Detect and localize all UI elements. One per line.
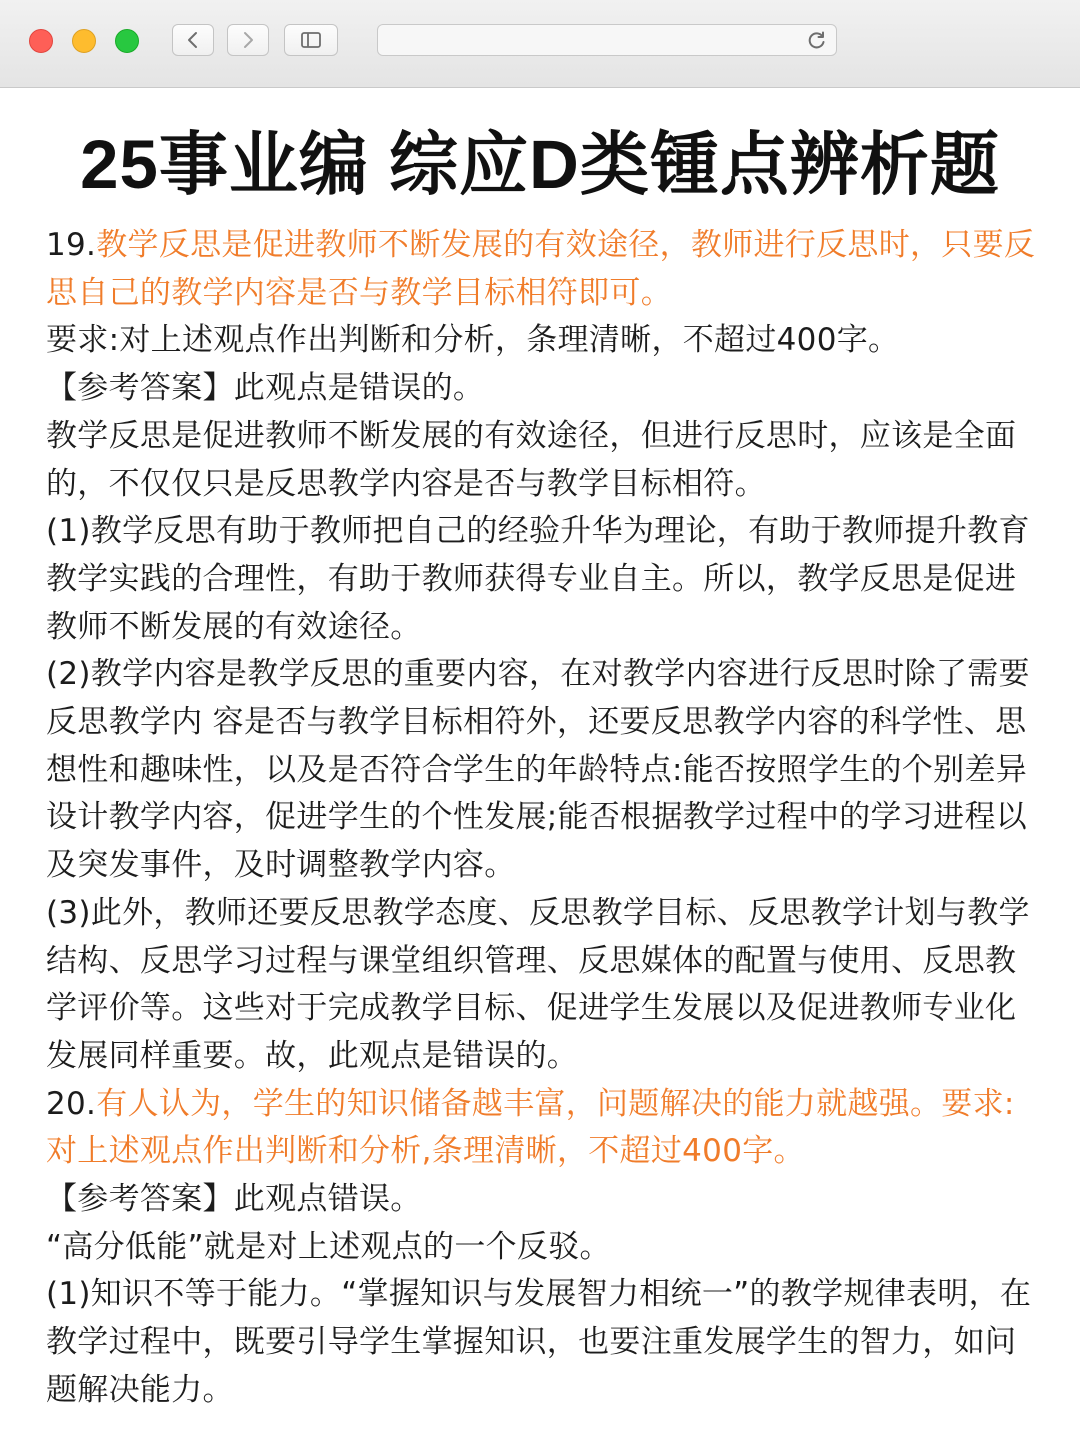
back-arrow-icon bbox=[186, 31, 200, 49]
forward-button[interactable] bbox=[227, 24, 269, 56]
question-number: 20. bbox=[46, 1085, 97, 1122]
sidebar-icon bbox=[301, 32, 321, 48]
question-text: 教学反思是促进教师不断发展的有效途径，教师进行反思时，只要反思自己的教学内容是否与教学目标相符即可。 bbox=[46, 227, 1036, 311]
reload-button[interactable] bbox=[806, 29, 828, 51]
article-body bbox=[46, 222, 1036, 1415]
answer-label: 【参考答案】此观点错误。 bbox=[46, 1181, 422, 1218]
question-19 bbox=[46, 222, 1036, 317]
close-window-button[interactable] bbox=[29, 29, 53, 53]
answer-paragraph: (2)教学内容是教学反思的重要内容，在对教学内容进行反思时除了需要反思教学内 容是否与教学目标相符外，还要反思教学内容的科学性、思想性和趣味性，以及是否符合学生的年龄特点:能否按照学生的个别差异设计教学内容，促进学生的个性发展;能否根据教学过程中的学习进程以及突发事件，及时调整教学内容。 bbox=[46, 656, 1030, 884]
address-bar[interactable] bbox=[377, 24, 837, 56]
zoom-window-button[interactable] bbox=[115, 29, 139, 53]
answer-paragraph: (1)知识不等于能力。“掌握知识与发展智力相统一”的教学规律表明，在教学过程中，既要引导学生掌握知识，也要注重发展学生的智力，如问题解决能力。 bbox=[46, 1276, 1032, 1408]
answer-paragraph: (3)此外，教师还要反思教学态度、反思教学目标、反思教学计划与教学结构、反思学习过程与课堂组织管理、反思媒体的配置与使用、反思教学评价等。这些对于完成教学目标、促进学生发展以及促进教师专业化发展同样重要。故，此观点是错误的。 bbox=[46, 894, 1030, 1074]
sidebar-toggle-button[interactable] bbox=[284, 24, 338, 56]
question-text: 有人认为，学生的知识储备越丰富，问题解决的能力就越强。要求:对上述观点作出判断和分析,条理清晰，不超过400字。 bbox=[46, 1085, 1015, 1170]
reload-icon bbox=[807, 30, 827, 50]
question-20 bbox=[46, 1081, 1036, 1176]
back-button[interactable] bbox=[172, 24, 214, 56]
page-title: 25事业编 综应D类锺点辨析题 bbox=[80, 126, 1000, 203]
minimize-window-button[interactable] bbox=[72, 29, 96, 53]
question-requirement: 要求:对上述观点作出判断和分析，条理清晰，不超过400字。 bbox=[46, 322, 900, 359]
answer-label: 【参考答案】此观点是错误的。 bbox=[46, 370, 485, 407]
answer-paragraph: 教学反思是促进教师不断发展的有效途径，但进行反思时，应该是全面的，不仅仅只是反思教学内容是否与教学目标相符。 bbox=[46, 417, 1017, 502]
browser-toolbar bbox=[0, 0, 1080, 88]
forward-arrow-icon bbox=[241, 31, 255, 49]
question-number: 19. bbox=[46, 227, 97, 263]
answer-paragraph: (1)教学反思有助于教师把自己的经验升华为理论，有助于教师提升教育教学实践的合理性，有助于教师获得专业自主。所以，教学反思是促进教师不断发展的有效途径。 bbox=[46, 513, 1030, 645]
answer-paragraph: “高分低能”就是对上述观点的一个反驳。 bbox=[46, 1228, 611, 1265]
